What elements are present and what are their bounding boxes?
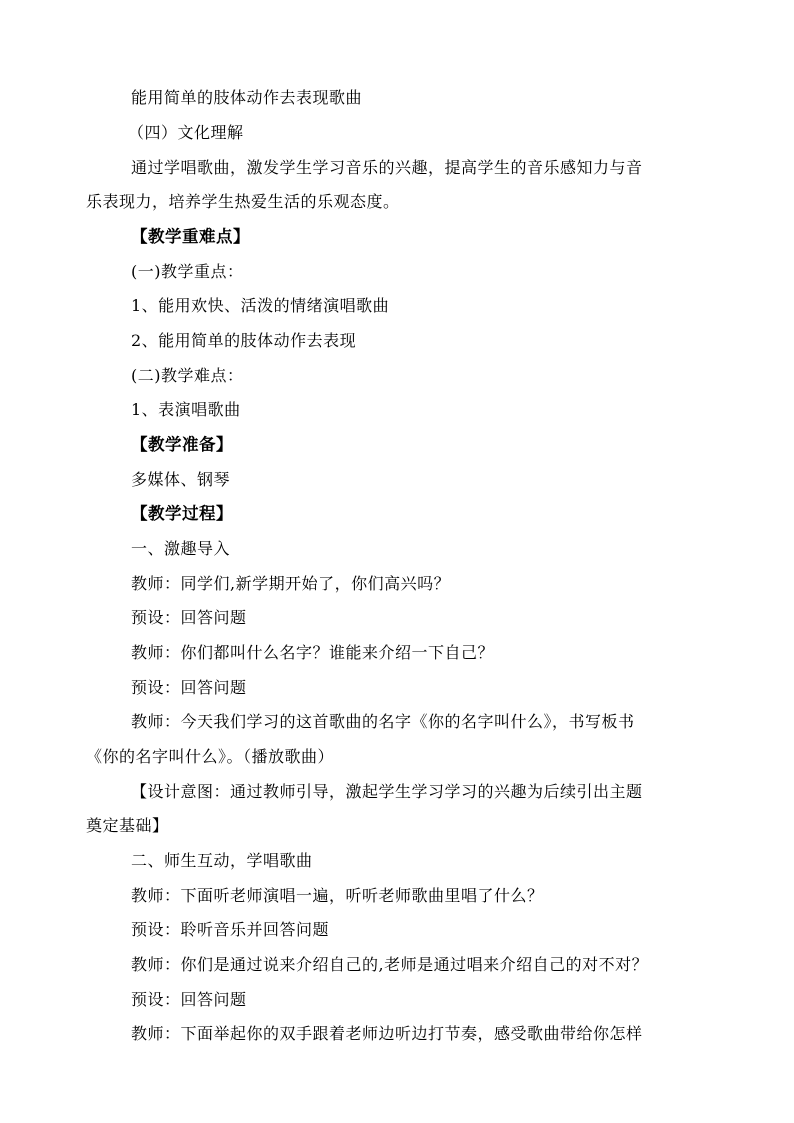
paragraph-line: 教师：同学们,新学期开始了，你们高兴吗？ (131, 574, 451, 593)
section-heading: 【教学重难点】 (131, 227, 250, 246)
paragraph-line: 能用简单的肢体动作去表现歌曲 (131, 88, 363, 107)
paragraph-line: 教师：下面举起你的双手跟着老师边听边打节奏，感受歌曲带给你怎样 (131, 1024, 643, 1043)
design-intent-note: 【设计意图：通过教师引导，激起学生学习学习的兴趣为后续引出主题 (131, 782, 643, 801)
paragraph-line: 《你的名字叫什么》。（播放歌曲） (86, 747, 335, 766)
paragraph-line: 预设：回答问题 (131, 678, 247, 697)
list-item: 1、能用欢快、活泼的情绪演唱歌曲 (131, 296, 390, 315)
paragraph-line: 教师：下面听老师演唱一遍，听听老师歌曲里唱了什么？ (131, 886, 544, 905)
paragraph-line: 多媒体、钢琴 (131, 470, 231, 489)
list-item: 2、能用简单的肢体动作去表现 (131, 331, 357, 350)
list-item: 1、表演唱歌曲 (131, 400, 241, 419)
subsection-heading: 一、激趣导入 (131, 539, 231, 558)
subsection-heading: (二)教学难点： (131, 366, 244, 385)
paragraph-line: 教师：你们都叫什么名字？谁能来介绍一下自己？ (131, 643, 495, 662)
section-heading: （四）文化理解 (128, 123, 244, 142)
paragraph-line: 教师：今天我们学习的这首歌曲的名字《你的名字叫什么》，书写板书 (131, 712, 635, 731)
paragraph-line: 预设：回答问题 (131, 990, 247, 1009)
paragraph-line: 预设：回答问题 (131, 608, 247, 627)
subsection-heading: 二、师生互动，学唱歌曲 (131, 851, 313, 870)
paragraph-line: 通过学唱歌曲，激发学生学习音乐的兴趣，提高学生的音乐感知力与音 (131, 158, 643, 177)
subsection-heading: (一)教学重点： (131, 262, 244, 281)
section-heading: 【教学准备】 (131, 435, 233, 454)
paragraph-line: 预设：聆听音乐并回答问题 (131, 920, 330, 939)
design-intent-note: 奠定基础】 (86, 816, 169, 835)
section-heading: 【教学过程】 (131, 504, 233, 523)
paragraph-line: 乐表现力，培养学生热爱生活的乐观态度。 (86, 192, 400, 211)
paragraph-line: 教师：你们是通过说来介绍自己的,老师是通过唱来介绍自己的对不对？ (131, 955, 649, 974)
